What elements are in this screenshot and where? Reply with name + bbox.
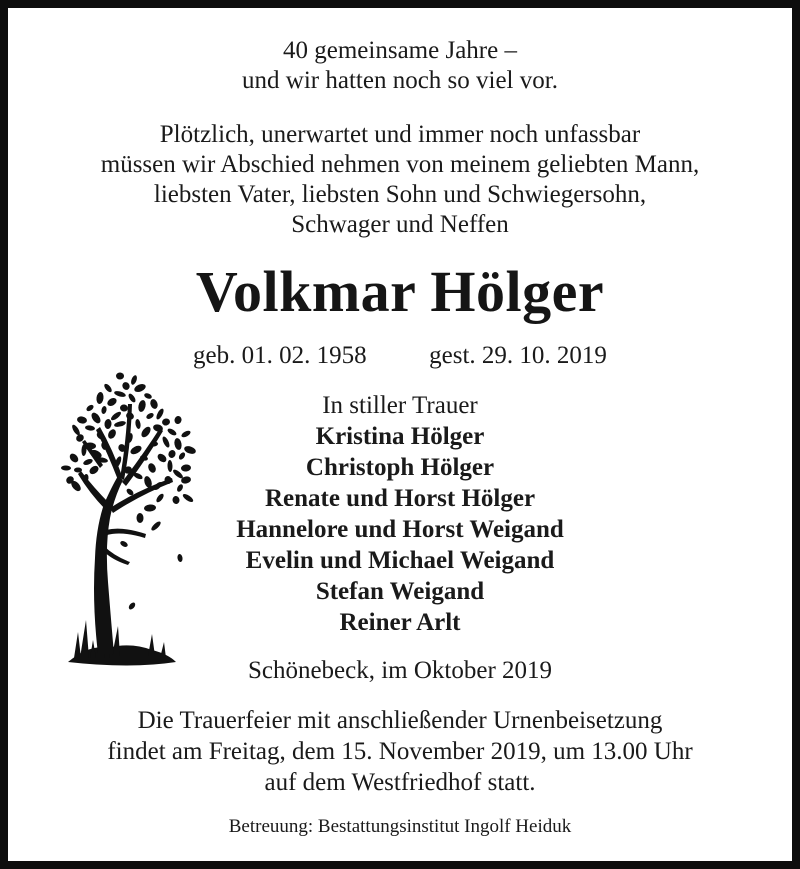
announcement-line-3: liebsten Vater, liebsten Sohn und Schwiegersohn, xyxy=(153,181,647,208)
birth-date: geb. 01. 02. 1958 xyxy=(193,342,367,369)
mourner-name: Renate und Horst Hölger xyxy=(264,485,536,512)
leaf-shape xyxy=(130,374,138,385)
death-date: gest. 29. 10. 2019 xyxy=(429,342,607,369)
announcement-line-4: Schwager und Neffen xyxy=(291,211,509,238)
announcement-line-2: müssen wir Abschied nehmen von meinem geliebten Mann, xyxy=(100,151,700,178)
undertaker-credit: Betreuung: Bestattungsinstitut Ingolf Heiduk xyxy=(228,816,572,837)
service-line-1: Die Trauerfeier mit anschließender Urnenbeisetzung xyxy=(137,707,663,734)
service-line-2: findet am Freitag, dem 15. November 2019, um 13.00 Uhr xyxy=(107,738,693,765)
deceased-name: Volkmar Hölger xyxy=(195,259,605,324)
intro-line-1: 40 gemeinsame Jahre – xyxy=(283,37,517,64)
mourner-name: Hannelore und Horst Weigand xyxy=(236,516,564,543)
leaf-shape xyxy=(116,372,124,379)
mourner-name: Reiner Arlt xyxy=(339,609,461,636)
announcement-line-1: Plötzlich, unerwartet und immer noch unfassbar xyxy=(159,121,641,148)
mourner-name: Christoph Hölger xyxy=(305,454,495,481)
mourner-name: Kristina Hölger xyxy=(315,423,485,450)
mourner-name: Stefan Weigand xyxy=(315,578,485,605)
service-line-3: auf dem Westfriedhof statt. xyxy=(264,769,536,796)
leaf-shape xyxy=(121,381,131,391)
intro-line-2: und wir hatten noch so viel vor. xyxy=(242,67,558,94)
mourner-name: Evelin und Michael Weigand xyxy=(245,547,555,574)
place-and-date: Schönebeck, im Oktober 2019 xyxy=(247,657,553,684)
mourners-heading: In stiller Trauer xyxy=(322,392,478,419)
